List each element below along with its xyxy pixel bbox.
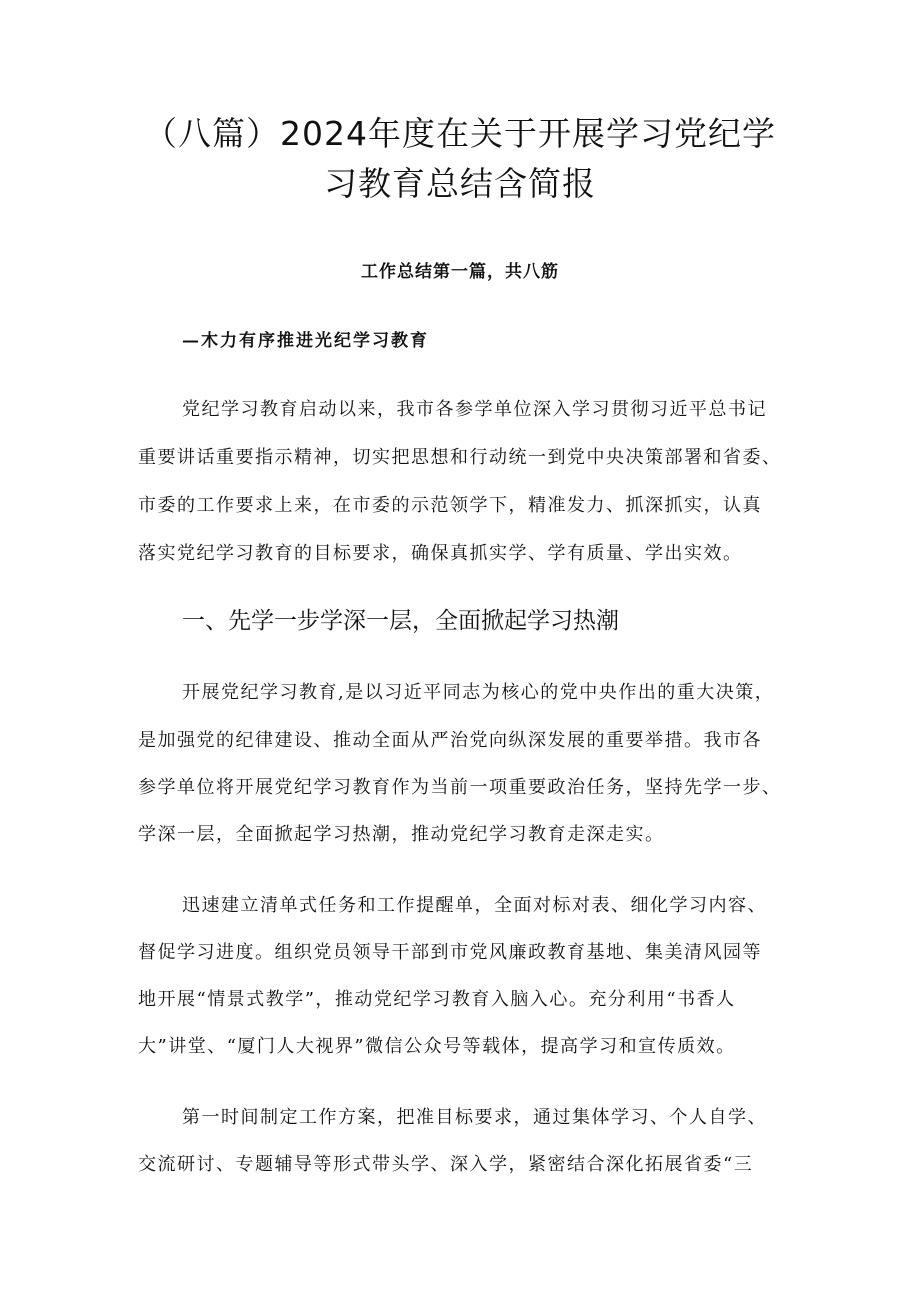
paragraph-3-line-3: 地开展“情景式教学”，推动党纪学习教育入脑入心。充分利用“书香人 <box>138 989 736 1010</box>
document-title-line-1: （八篇）2024年度在关于开展学习党纪学 <box>144 114 776 153</box>
paragraph-2-line-4: 学深一层，全面掀起学习热潮，推动党纪学习教育走深走实。 <box>138 824 665 845</box>
paragraph-3-line-1: 迅速建立清单式任务和工作提醒单，全面对标对表、细化学习内容、 <box>182 895 767 916</box>
paragraph-2-line-1: 开展党纪学习教育,是以习近平同志为核心的党中央作出的重大决策， <box>182 682 775 703</box>
document-title-line-2: 习教育总结含简报 <box>324 164 596 203</box>
paragraph-1-line-2: 重要讲话重要指示精神，切实把思想和行动统一到党中央决策部署和省委、 <box>138 447 782 468</box>
paragraph-1-line-1: 党纪学习教育启动以来，我市各参学单位深入学习贯彻习近平总书记 <box>182 399 767 420</box>
paragraph-1-line-3: 市委的工作要求上来，在市委的示范领学下，精准发力、抓深抓实，认真 <box>138 495 762 516</box>
paragraph-3-line-2: 督促学习进度。组织党员领导干部到市党风廉政教育基地、集美清风园等 <box>138 942 762 963</box>
paragraph-2-line-2: 是加强党的纪律建设、推动全面从严治党向纵深发展的重要举措。我市各 <box>138 730 762 751</box>
document-subtitle: 工作总结第一篇，共八筋 <box>361 262 559 282</box>
section-1-heading: 一、先学一步学深一层，全面掀起学习热潮 <box>182 608 619 634</box>
paragraph-3-line-4: 大”讲堂、“厦门人大视界”微信公众号等载体，提高学习和宣传质效。 <box>138 1036 736 1057</box>
paragraph-2-line-3: 参学单位将开展党纪学习教育作为当前一项重要政治任务，坚持先学一步、 <box>138 777 782 798</box>
paragraph-1-line-4: 落实党纪学习教育的目标要求，确保真抓实学、学有质量、学出实效。 <box>138 543 743 564</box>
paragraph-4-line-1: 第一时间制定工作方案，把准目标要求，通过集体学习、个人自学、 <box>182 1107 767 1128</box>
lead-heading: —木力有序推进光纪学习教育 <box>182 331 429 351</box>
paragraph-4-line-2: 交流研讨、专题辅导等形式带头学、深入学，紧密结合深化拓展省委“三 <box>138 1154 754 1175</box>
